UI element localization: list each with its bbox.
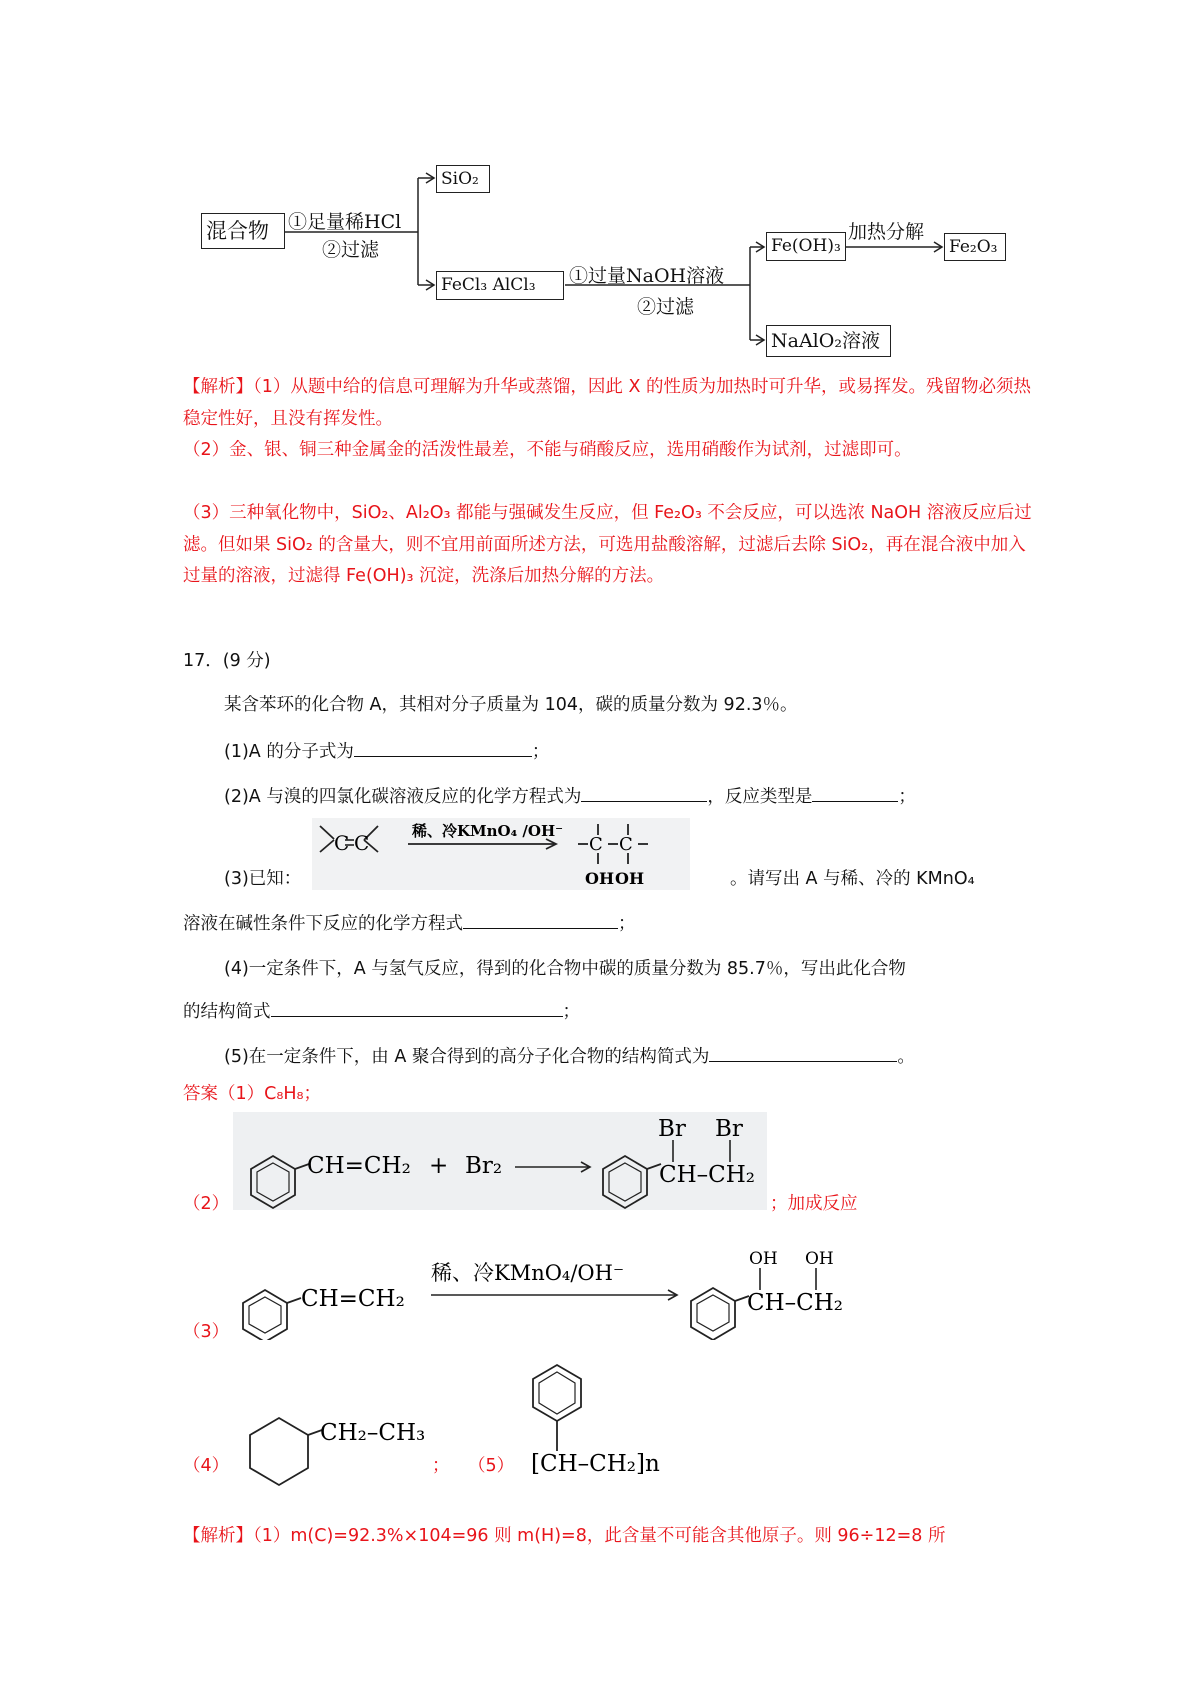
analysis-1-p1: 【解析】（1）从题中给的信息可理解为升华或蒸馏，因此 X 的性质为加热时可升华，或易挥发。残留物必须热稳定性好，且没有挥发性。: [183, 377, 1031, 429]
svg-text:C: C: [589, 834, 603, 855]
answer-blank-3[interactable]: [463, 910, 618, 929]
flow-box-mixture: 混合物: [201, 213, 285, 249]
answer-2-reaction-type: ；加成反应: [770, 1194, 858, 1214]
answer-4-structure: [240, 1400, 430, 1490]
answer-1: 答案（1）C₈H₈；: [183, 1084, 322, 1104]
analysis-2-tag: 【解析】: [183, 1526, 253, 1546]
svg-text:CH₂–CH₃: CH₂–CH₃: [320, 1420, 426, 1446]
flow-box-fe2o3: Fe₂O₃: [944, 233, 1006, 261]
svg-text:OH: OH: [805, 1249, 834, 1269]
svg-text:OH: OH: [749, 1249, 778, 1269]
svg-text:C: C: [334, 831, 350, 855]
svg-text:CH=CH₂: CH=CH₂: [307, 1153, 411, 1179]
flow-connectors: [0, 0, 1200, 380]
flow-box-fecl3-alcl3: FeCl₃ AlCl₃: [436, 271, 564, 300]
svg-text:Br₂: Br₂: [465, 1153, 503, 1179]
question-part-2: (2)A 与溴的四氯化碳溶液反应的化学方程式为 ，反应类型是 ；: [224, 783, 916, 811]
question-part-4: (4)一定条件下，A 与氢气反应，得到的化合物中碳的质量分数为 85.7％，写出此化合物: [224, 959, 906, 979]
answer-blank-1[interactable]: [354, 738, 532, 757]
flow-label-step1b: ②过滤: [322, 239, 380, 261]
flow-box-sio2: SiO₂: [436, 165, 490, 193]
answer-blank-5[interactable]: [709, 1043, 897, 1062]
svg-text:[CH–CH₂]n: [CH–CH₂]n: [531, 1451, 660, 1477]
svg-text:稀、冷KMnO₄/OH⁻: 稀、冷KMnO₄/OH⁻: [431, 1261, 625, 1285]
answer-blank-2b[interactable]: [812, 783, 898, 802]
question-part-5: (5)在一定条件下，由 A 聚合得到的高分子化合物的结构简式为 。: [224, 1043, 915, 1071]
svg-text:+: +: [429, 1153, 449, 1179]
question-number: 17．(9 分): [183, 651, 271, 671]
question-stem: 某含苯环的化合物 A，其相对分子质量为 104，碳的质量分数为 92.3％。: [224, 695, 798, 715]
svg-text:C: C: [619, 834, 633, 855]
known-reaction-scheme: [312, 818, 690, 890]
answer-blank-2a[interactable]: [581, 783, 707, 802]
question-part-3-line2: 溶液在碱性条件下反应的化学方程式 ；: [183, 910, 636, 938]
answer-2-equation: [233, 1112, 767, 1210]
analysis-1-p3: （3）三种氧化物中，SiO₂、Al₂O₃ 都能与强碱发生反应，但 Fe₂O₃ 不会反应，可以选浓 NaOH 溶液反应后过滤。但如果 SiO₂ 的含量大，则不宜用前面所述方法，可选用盐酸溶解，过滤后去除 SiO₂，再在混合液中加入过量的溶液，过滤得 Fe(OH)₃ 沉淀，洗涤后加热分解的方法。: [183, 503, 1032, 586]
svg-text:CH–CH₂: CH–CH₂: [659, 1162, 756, 1188]
answer-2-label: （2）: [183, 1194, 230, 1214]
flow-label-step2a: ①过量NaOH溶液: [569, 265, 725, 287]
question-part-4-line2: 的结构简式 ；: [183, 998, 580, 1026]
svg-text:Br: Br: [715, 1116, 743, 1142]
analysis-tag: 【解析】: [183, 377, 253, 397]
answer-5-structure: [525, 1363, 705, 1489]
flow-label-step2b: ②过滤: [637, 296, 695, 318]
svg-text:CH–CH₂: CH–CH₂: [747, 1290, 844, 1316]
analysis-2: 【解析】（1）m(C)=92.3%×104=96 则 m(H)=8，此含量不可能含其他原子。则 96÷12=8 所: [183, 1526, 946, 1546]
svg-text:OH: OH: [615, 869, 645, 888]
question-part-1: (1)A 的分子式为 ；: [224, 738, 549, 766]
flow-box-feoh3: Fe(OH)₃: [766, 232, 846, 261]
flow-box-naalo2: NaAlO₂溶液: [766, 325, 891, 357]
analysis-1-p2: （2）金、银、铜三种金属金的活泼性最差，不能与硝酸反应，选用硝酸作为试剂，过滤即可。: [183, 440, 912, 460]
answer-3-label: （3）: [183, 1322, 230, 1342]
answer-5-label: （5）: [468, 1456, 515, 1476]
question-part-3-label: (3)已知：: [224, 869, 302, 889]
flow-label-step1a: ①足量稀HCl: [288, 211, 402, 233]
answer-blank-4[interactable]: [271, 998, 563, 1017]
answer-4-label: （4）: [183, 1456, 230, 1476]
svg-text:OH: OH: [585, 869, 615, 888]
svg-text:C: C: [354, 831, 370, 855]
svg-text:CH=CH₂: CH=CH₂: [301, 1286, 405, 1312]
svg-text:稀、冷KMnO₄ /OH⁻: 稀、冷KMnO₄ /OH⁻: [412, 822, 564, 840]
question-part-3-tail: 。请写出 A 与稀、冷的 KMnO₄: [730, 869, 975, 889]
answer-3-equation: [233, 1240, 873, 1340]
svg-text:Br: Br: [658, 1116, 686, 1142]
answer-4-separator: ；: [432, 1456, 450, 1476]
flow-label-heat: 加热分解: [848, 221, 925, 243]
